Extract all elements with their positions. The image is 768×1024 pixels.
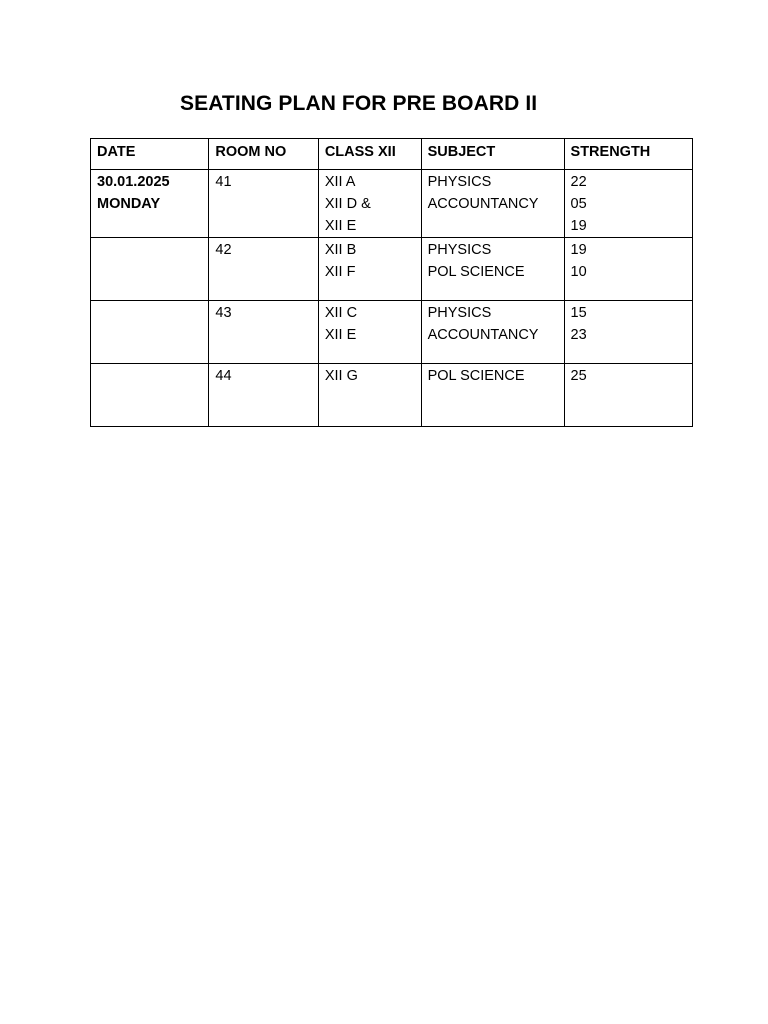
page-title: SEATING PLAN FOR PRE BOARD II — [180, 92, 538, 115]
header-subject: SUBJECT — [421, 139, 564, 170]
date-cell — [91, 301, 209, 364]
class-cell — [318, 170, 421, 238]
table-header-row — [91, 139, 693, 170]
class-value: XII E — [324, 327, 357, 343]
table-row — [91, 301, 693, 364]
class-cell — [318, 364, 421, 427]
class-value: XII C — [324, 305, 358, 321]
room-value: 42 — [215, 242, 232, 258]
table-row — [91, 364, 693, 427]
strength-value: 19 — [570, 242, 587, 258]
header-room-no: ROOM NO — [209, 139, 318, 170]
date-value: 30.01.2025 — [97, 174, 170, 190]
strength-value: 10 — [570, 264, 587, 280]
room-value: 43 — [215, 305, 232, 321]
class-value: XII B — [324, 242, 357, 258]
header-strength: STRENGTH — [564, 139, 692, 170]
date-cell — [91, 170, 209, 238]
room-cell — [209, 364, 318, 427]
room-cell — [209, 170, 318, 238]
subject-value: PHYSICS — [427, 174, 492, 190]
seating-plan-table — [90, 138, 693, 427]
room-cell — [209, 238, 318, 301]
room-value: 41 — [215, 174, 232, 190]
room-value: 44 — [215, 368, 232, 384]
strength-cell — [564, 238, 692, 301]
strength-cell — [564, 364, 692, 427]
subject-value: PHYSICS — [427, 242, 492, 258]
date-cell — [91, 238, 209, 301]
subject-cell — [421, 170, 564, 238]
strength-value: 23 — [570, 327, 587, 343]
header-date: DATE — [91, 139, 209, 170]
subject-cell — [421, 364, 564, 427]
class-cell — [318, 301, 421, 364]
strength-cell — [564, 301, 692, 364]
day-value: MONDAY — [97, 196, 161, 212]
subject-cell — [421, 301, 564, 364]
table-row — [91, 238, 693, 301]
class-value: XII G — [324, 368, 358, 384]
strength-value: 15 — [570, 305, 587, 321]
header-class: CLASS XII — [318, 139, 421, 170]
date-cell — [91, 364, 209, 427]
subject-value: POL SCIENCE — [427, 264, 525, 280]
subject-value: PHYSICS — [427, 305, 492, 321]
class-value: XII E — [324, 218, 357, 234]
strength-value: 05 — [570, 196, 587, 212]
subject-value: ACCOUNTANCY — [427, 327, 539, 343]
subject-value: POL SCIENCE — [427, 368, 525, 384]
class-value: XII A — [324, 174, 356, 190]
class-value: XII D & — [324, 196, 371, 212]
strength-value: 25 — [570, 368, 587, 384]
table-row — [91, 170, 693, 238]
strength-value: 19 — [570, 218, 587, 234]
subject-value: ACCOUNTANCY — [427, 196, 539, 212]
strength-value: 22 — [570, 174, 587, 190]
class-value: XII F — [324, 264, 356, 280]
class-cell — [318, 238, 421, 301]
subject-cell — [421, 238, 564, 301]
room-cell — [209, 301, 318, 364]
strength-cell — [564, 170, 692, 238]
